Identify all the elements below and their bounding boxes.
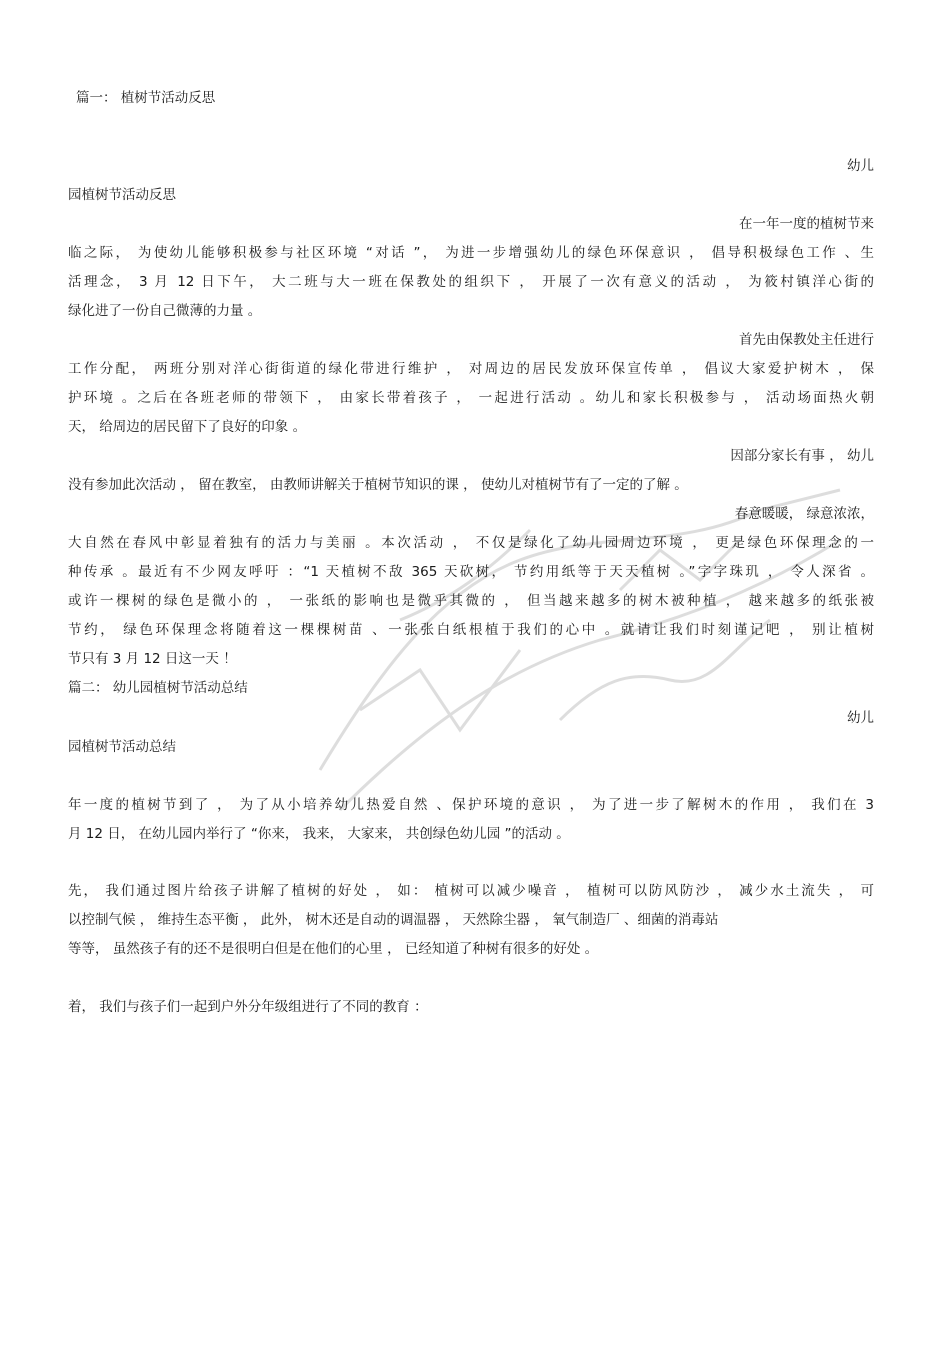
- section1-line-17: 节约， 绿色环保理念将随着这一棵棵树苗 、一张张白纸根植于我们的心中 。就请让我们时刻谨记吧 ， 别让植树: [68, 622, 874, 638]
- section1-line-14: 大自然在春风中彰显着独有的活力与美丽 。本次活动 ， 不仅是绿化了幼儿园周边环境 ， 更是绿色环保理念的一: [68, 535, 874, 551]
- section1-line-18: 节只有 3 月 12 日这一天 ！: [68, 651, 237, 667]
- section1-line-11: 因部分家长有事 ， 幼儿: [730, 448, 874, 464]
- section1-line-16: 或许一棵树的绿色是微小的 ， 一张纸的影响也是微乎其微的 ， 但当越来越多的树木被种植 ， 越来越多的纸张被: [68, 593, 874, 609]
- section1-line-12: 没有参加此次活动 ， 留在教室， 由教师讲解关于植树节知识的课 ， 使幼儿对植树节有了一定的了解 。: [68, 477, 688, 493]
- section2-line-8: 着， 我们与孩子们一起到户外分年级组进行了不同的教育 ：: [68, 999, 428, 1015]
- section2-line-4: 月 12 日， 在幼儿园内举行了 “你来， 我来， 大家来， 共创绿色幼儿园 ”的活动 。: [68, 826, 570, 842]
- section1-line-1: 幼儿: [847, 158, 874, 174]
- section1-line-6: 绿化进了一份自己微薄的力量 。: [68, 303, 262, 319]
- section2-line-5: 先， 我们通过图片给孩子讲解了植树的好处 ， 如： 植树可以减少噪音 ， 植树可以防风防沙 ， 减少水土流失 ， 可: [68, 883, 874, 899]
- section1-line-10: 天， 给周边的居民留下了良好的印象 。: [68, 419, 307, 435]
- section2-line-2: 园植树节活动总结: [68, 739, 176, 755]
- section1-heading: 篇一： 植树节活动反思: [76, 90, 216, 106]
- section1-line-9: 护环境 。之后在各班老师的带领下 ， 由家长带着孩子 ， 一起进行活动 。幼儿和家长积极参与 ， 活动场面热火朝: [68, 390, 874, 406]
- section2-heading: 篇二： 幼儿园植树节活动总结: [68, 680, 248, 696]
- section1-line-15: 种传承 。最近有不少网友呼吁 ：“1 天植树不敌 365 天砍树， 节约用纸等于天天植树 。”字字珠玑 ， 令人深省 。: [68, 564, 874, 580]
- section1-line-5: 活理念， 3 月 12 日下午， 大二班与大一班在保教处的组织下 ， 开展了一次有意义的活动 ， 为筱村镇洋心街的: [68, 274, 874, 290]
- section1-line-13: 春意暖暖， 绿意浓浓，: [734, 506, 874, 522]
- section2-line-6: 以控制气候 ， 维持生态平衡 ， 此外， 树木还是自动的调温器 ， 天然除尘器 ， 氧气制造厂 、细菌的消毒站: [68, 912, 719, 928]
- section1-line-4: 临之际， 为使幼儿能够积极参与社区环境 “对话 ”， 为进一步增强幼儿的绿色环保意识 ， 倡导积极绿色工作 、生: [68, 245, 874, 261]
- section1-line-7: 首先由保教处主任进行: [739, 332, 874, 348]
- section2-line-3: 年一度的植树节到了 ， 为了从小培养幼儿热爱自然 、保护环境的意识 ， 为了进一步了解树木的作用 ， 我们在 3: [68, 797, 874, 813]
- section2-line-1: 幼儿: [847, 710, 874, 726]
- section1-line-2: 园植树节活动反思: [68, 187, 176, 203]
- section1-line-3: 在一年一度的植树节来: [739, 216, 874, 232]
- section2-line-7: 等等， 虽然孩子有的还不是很明白但是在他们的心里 ， 已经知道了种树有很多的好处 。: [68, 941, 599, 957]
- section1-line-8: 工作分配， 两班分别对洋心街街道的绿化带进行维护 ， 对周边的居民发放环保宣传单 ， 倡议大家爱护树木 ， 保: [68, 361, 874, 377]
